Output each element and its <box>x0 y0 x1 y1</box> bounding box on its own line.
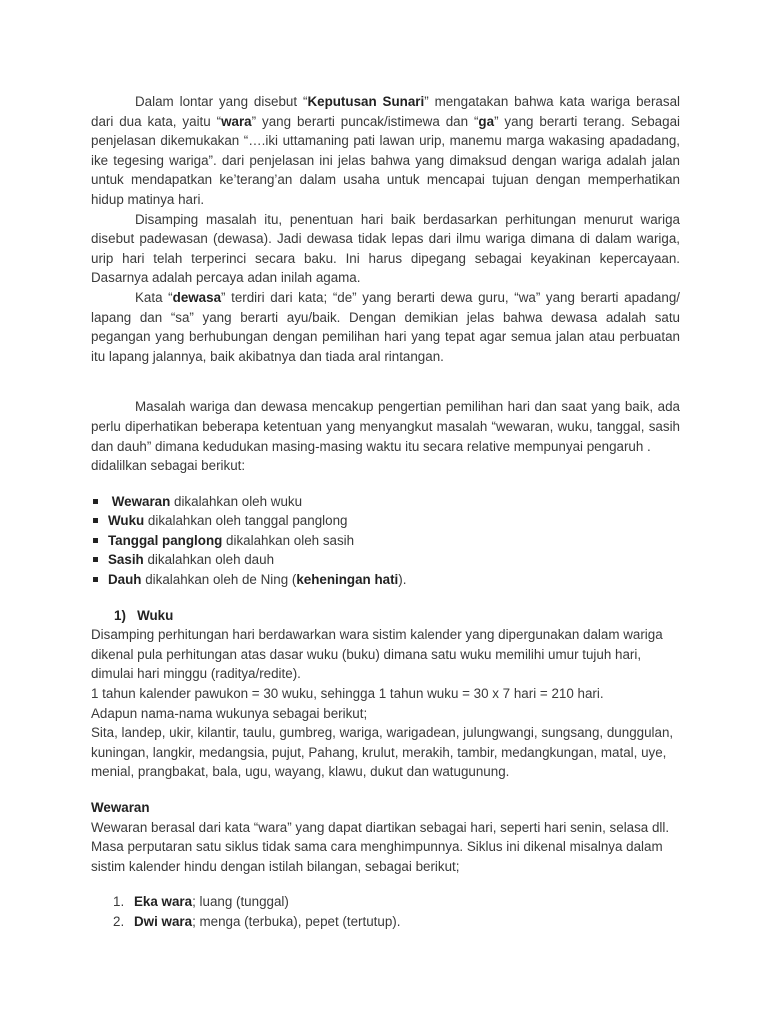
wuku-heading: 1) Wuku <box>114 607 174 623</box>
list-item: Sasih dikalahkan oleh dauh <box>91 550 680 570</box>
paragraph-dewasa-meaning: Kata “dewasa” terdiri dari kata; “de” yang berarti dewa guru, “wa” yang berarti apadang/ lapang dan “sa” yang berarti ayu/baik. Dengan demikian jelas bahwa dewasa adalah satu pegangan yang berhubungan dengan pemilihan hari yang tepat agar semua jalan atau perbuatan itu lapang jalannya, baik akibatnya dan tiada aral rintangan. <box>91 289 680 364</box>
list-item: 2. Dwi wara; menga (terbuka), pepet (tertutup). <box>113 913 401 929</box>
bullet-square-icon <box>93 499 98 504</box>
bullet-square-icon <box>93 538 98 543</box>
wewaran-heading: Wewaran <box>91 800 150 815</box>
list-item: Tanggal panglong dikalahkan oleh sasih <box>91 531 680 551</box>
paragraph-wariga-dewasa-scope: Masalah wariga dan dewasa mencakup pengertian pemilihan hari dan saat yang baik, ada perlu diperhatikan beberapa ketentuan yang menyangkut masalah “wewaran, wuku, tanggal, sasih dan dauh” dimana kedudukan masing-masing waktu itu secara relative mempunyai pengaruh . <box>91 399 680 454</box>
wewaran-list <box>91 892 680 931</box>
paragraph-wuku-names-intro: Adapun nama-nama wukunya sebagai berikut; <box>91 705 368 721</box>
paragraph-wuku-count: 1 tahun kalender pawukon = 30 wuku, sehingga 1 tahun wuku = 30 x 7 hari = 210 hari. <box>91 686 604 702</box>
bullet-square-icon <box>93 518 98 523</box>
bullet-square-icon <box>93 557 98 562</box>
paragraph-wuku-intro: Disamping perhitungan hari berdawarkan wara sistim kalender yang dipergunakan dalam wariga dikenal pula perhitungan atas dasar wuku (buku) dimana satu wuku memilihi umur tujuh hari, dimulai hari minggu (raditya/redite). <box>91 627 663 682</box>
keputusan-sunari-bold: Keputusan Sunari <box>307 94 425 109</box>
document-page <box>91 92 680 932</box>
list-item: Dauh dikalahkan oleh de Ning (keheningan hati). <box>91 570 680 590</box>
ga-bold: ga <box>478 113 495 129</box>
dewasa-bold: dewasa <box>172 289 222 305</box>
wara-bold: wara <box>221 113 252 129</box>
paragraph-wariga-origin: Dalam lontar yang disebut “Keputusan Sunari” mengatakan bahwa kata wariga berasal dari dua kata, yaitu “wara” yang berarti puncak/istimewa dan “ga” yang berarti terang. Sebagai penjelasan dikemukakan “….iki uttamaning pati lawan urip, manemu marga wakasing apadadang, ike tegesing wariga”. dari penjelasan ini jelas bahwa yang dimaksud dengan wariga adalah jalan untuk mendapatkan ke’terang’an dalam usaha untuk mencapai tujuan dengan memperhatikan hidup matinya hari. <box>91 94 680 207</box>
paragraph-padewasan: Disamping masalah itu, penentuan hari baik berdasarkan perhitungan menurut wariga disebut padewasan (dewasa). Jadi dewasa tidak lepas dari ilmu wariga dimana di dalam wariga, urip hari telah terperinci secara baku. Ini harus dipegang sebagai keyakinan kepercayaan. Dasarnya adalah percaya adan inilah agama. <box>91 211 680 286</box>
list-item: 1. Eka wara; luang (tunggal) <box>113 894 289 910</box>
list-item: Wewaran dikalahkan oleh wuku <box>91 492 680 512</box>
paragraph-wuku-names: Sita, landep, ukir, kilantir, taulu, gumbreg, wariga, warigadean, julungwangi, sungsang, dunggulan, kuningan, langkir, medangsia, pujut, Pahang, krulut, merakih, tambir, medangkungan, matal, uye, menial, prangbakat, bala, ugu, wayang, klawu, dukut dan watugunung. <box>91 725 674 780</box>
hierarchy-list <box>91 492 680 590</box>
bullet-square-icon <box>93 577 98 582</box>
paragraph-wewaran: Wewaran berasal dari kata “wara” yang dapat diartikan sebagai hari, seperti hari senin, selasa dll. Masa perputaran satu siklus tidak sama cara menghimpunnya. Siklus ini dikenal misalnya dalam sistim kalender hindu dengan istilah bilangan, sebagai berikut; <box>91 819 670 874</box>
list-item: Wuku dikalahkan oleh tanggal panglong <box>91 511 680 531</box>
paragraph-didalilkan: didalilkan sebagai berikut: <box>91 458 246 474</box>
